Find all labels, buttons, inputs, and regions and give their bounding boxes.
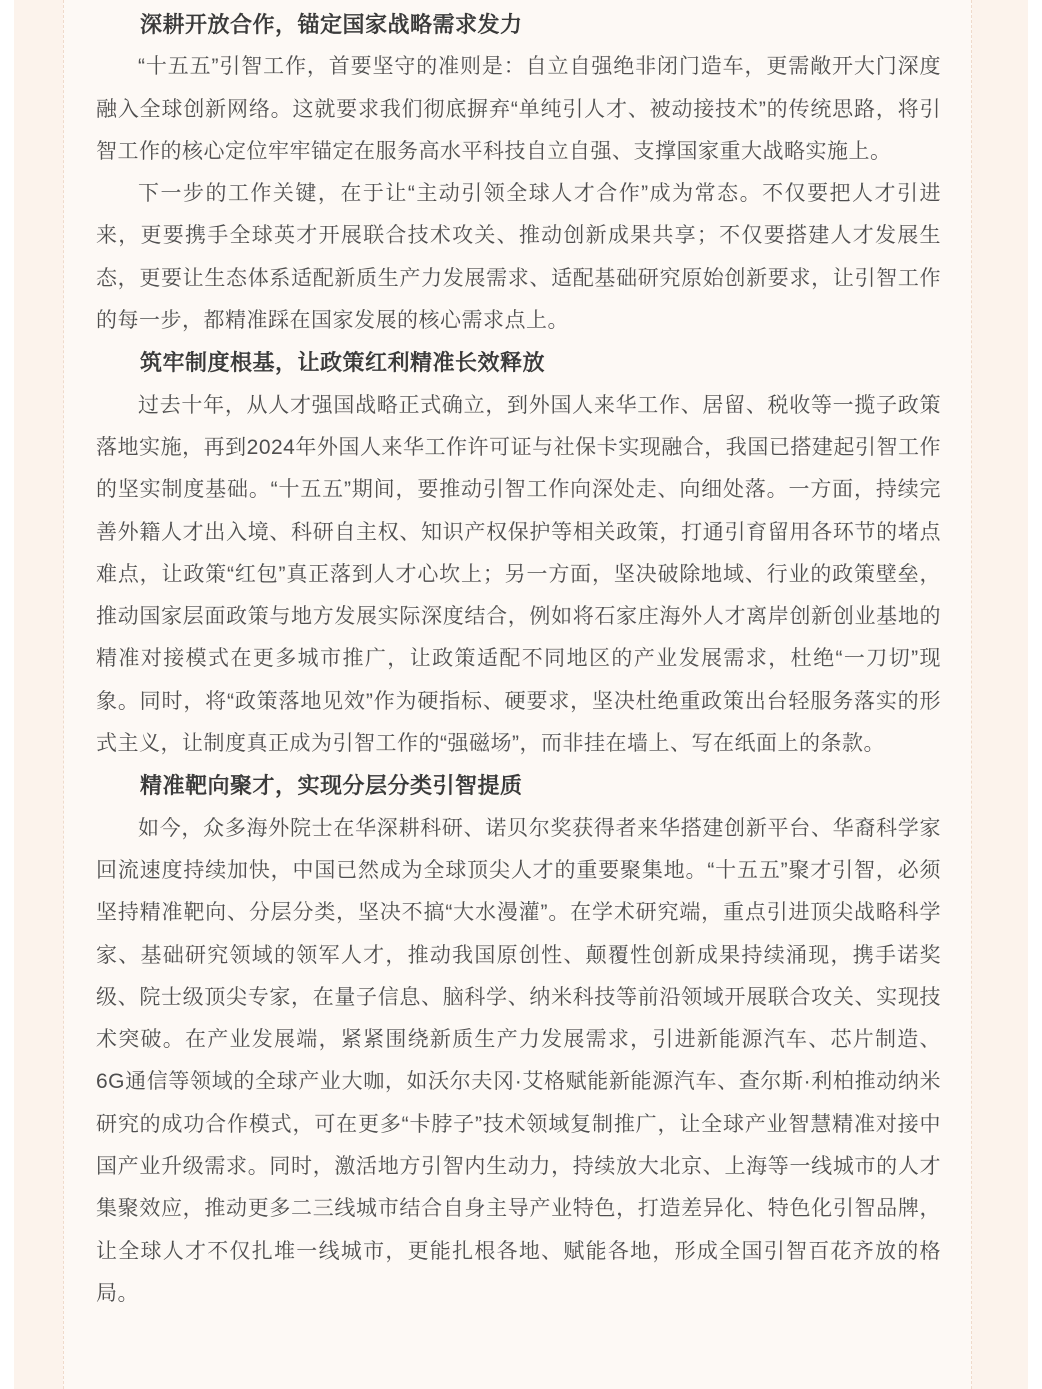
article-content xyxy=(63,0,972,1389)
paragraph-next-step: 下一步的工作关键，在于让“主动引领全球人才合作”成为常态。不仅要把人才引进来，更要携手全球英才开展联合技术攻关、推动创新成果共享；不仅要搭建人才发展生态，更要让生态体系适配新质生产力发展需求、适配基础研究原始创新要求，让引智工作的每一步，都精准踩在国家发展的核心需求点上。 xyxy=(96,182,941,333)
paragraph-policy-dividends: 过去十年，从人才强国战略正式确立，到外国人来华工作、居留、税收等一揽子政策落地实施，再到2024年外国人来华工作许可证与社保卡实现融合，我国已搭建起引智工作的坚实制度基础。“十五五”期间，要推动引智工作向深处走、向细处落。一方面，持续完善外籍人才出入境、科研自主权、知识产权保护等相关政策，打通引育留用各环节的堵点难点，让政策“红包”真正落到人才心坎上；另一方面，坚决破除地域、行业的政策壁垒，推动国家层面政策与地方发展实际深度结合，例如将石家庄海外人才离岸创新创业基地的精准对接模式在更多城市推广，让政策适配不同地区的产业发展需求，杜绝“一刀切”现象。同时，将“政策落地见效”作为硬指标、硬要求，坚决杜绝重政策出台轻服务落实的形式主义，让制度真正成为引智工作的“强磁场”，而非挂在墙上、写在纸面上的条款。 xyxy=(96,393,941,756)
section-heading-targeted-talent: 精准靶向聚才，实现分层分类引智提质 xyxy=(140,773,523,799)
section-heading-open-cooperation: 深耕开放合作，锚定国家战略需求发力 xyxy=(140,12,523,37)
article-card xyxy=(14,0,1028,1389)
paragraph-principle: “十五五”引智工作，首要坚守的准则是：自立自强绝非闭门造车，更需敞开大门深度融入全球创新网络。这就要求我们彻底摒弃“单纯引人才、被动接技术”的传统思路，将引智工作的核心定位牢牢锚定在服务高水平科技自立自强、支撑国家重大战略实施上。 xyxy=(96,55,941,163)
section-heading-institutional-foundation: 筑牢制度根基，让政策红利精准长效释放 xyxy=(140,350,546,376)
paragraph-layered-recruitment: 如今，众多海外院士在华深耕科研、诺贝尔奖获得者来华搭建创新平台、华裔科学家回流速度持续加快，中国已然成为全球顶尖人才的重要聚集地。“十五五”聚才引智，必须坚持精准靶向、分层分类，坚决不搞“大水漫灌”。在学术研究端，重点引进顶尖战略科学家、基础研究领域的领军人才，推动我国原创性、颠覆性创新成果持续涌现，携手诺奖级、院士级顶尖专家，在量子信息、脑科学、纳米科技等前沿领域开展联合攻关、实现技术突破。在产业发展端，紧紧围绕新质生产力发展需求，引进新能源汽车、芯片制造、6G通信等领域的全球产业大咖，如沃尔夫冈·艾格赋能新能源汽车、查尔斯·利柏推动纳米研究的成功合作模式，可在更多“卡脖子”技术领域复制推广，让全球产业智慧精准对接中国产业升级需求。同时，激活地方引智内生动力，持续放大北京、上海等一线城市的人才集聚效应，推动更多二三线城市结合自身主导产业特色，打造差异化、特色化引智品牌，让全球人才不仅扎堆一线城市，更能扎根各地、赋能各地，形成全国引智百花齐放的格局。 xyxy=(96,816,941,1305)
